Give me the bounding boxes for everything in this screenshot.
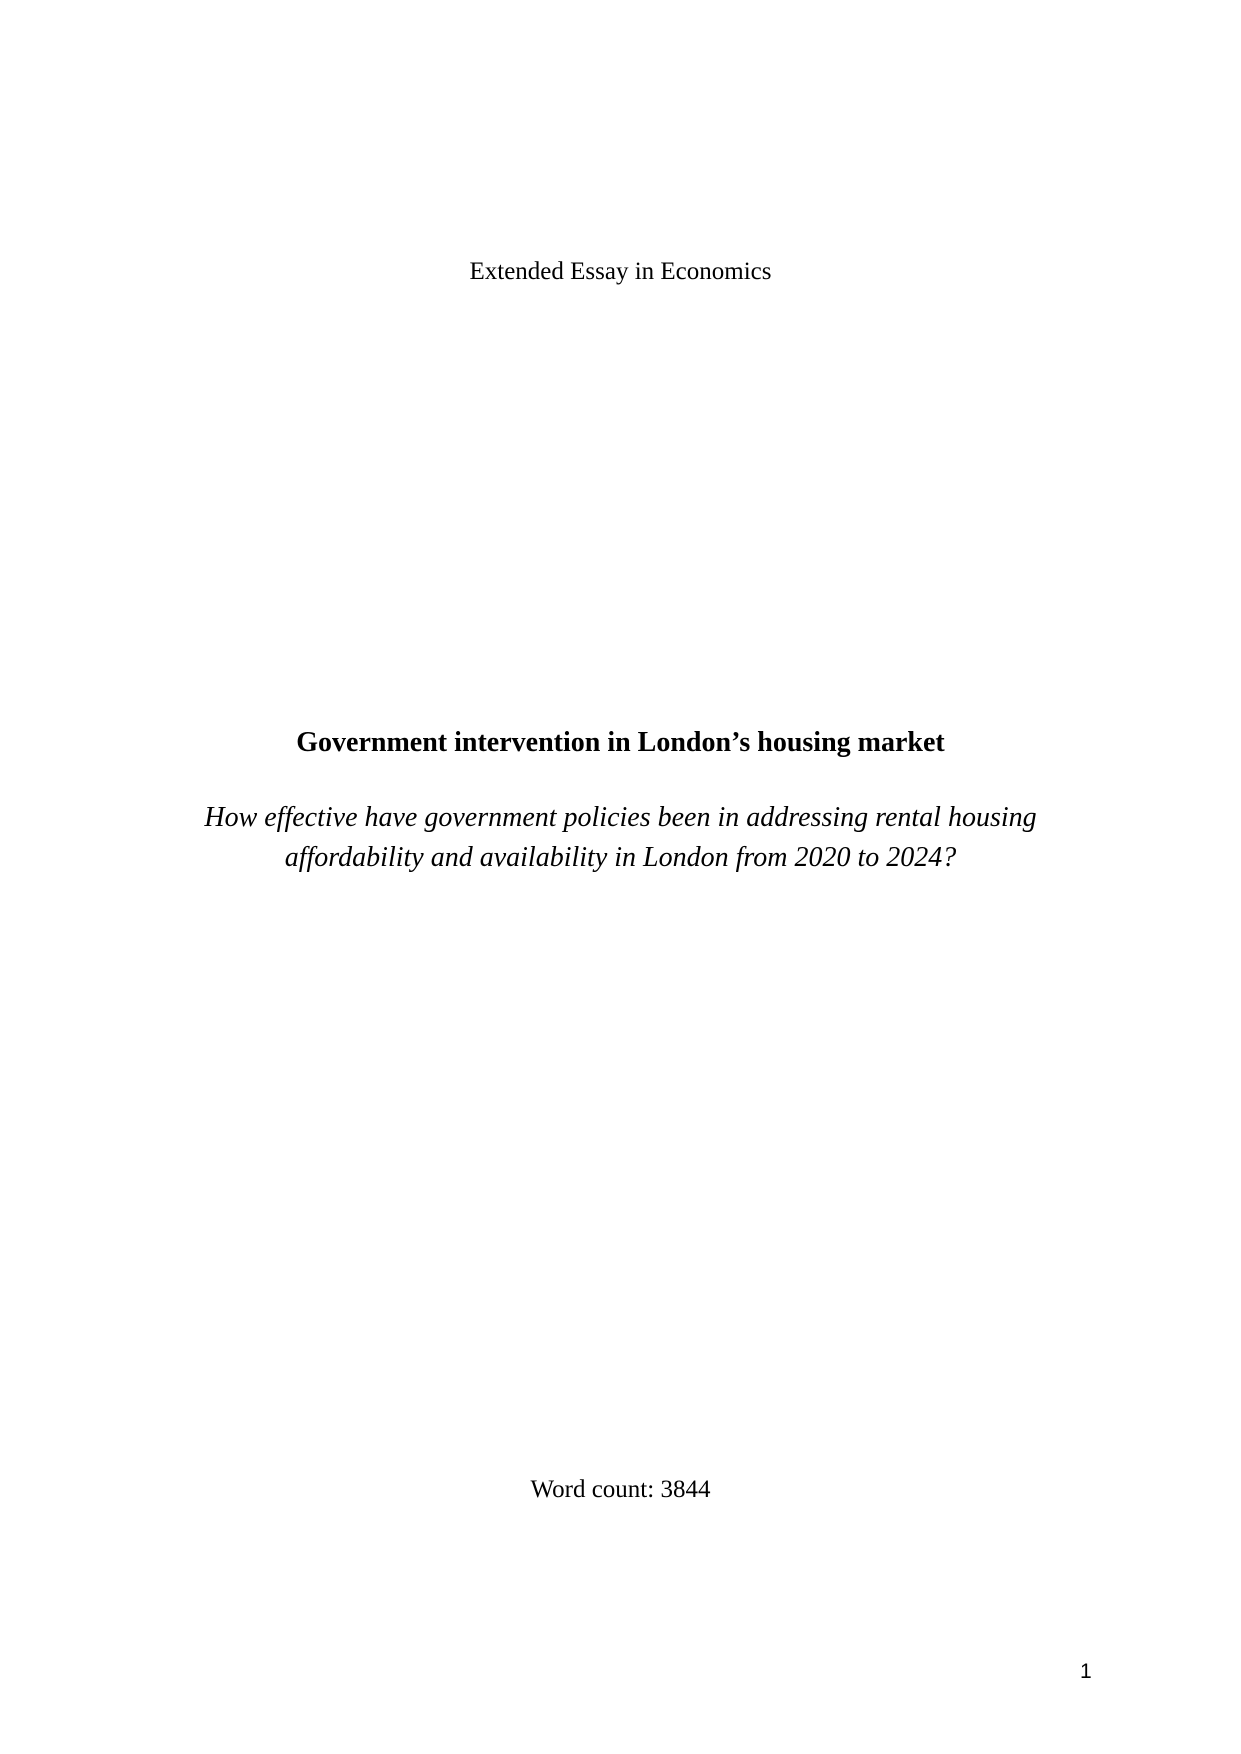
word-count: Word count: 3844 xyxy=(530,1476,711,1503)
page-number: 1 xyxy=(1080,1660,1092,1683)
research-question-line-1: How effective have government policies been in addressing rental housing xyxy=(204,802,1037,833)
research-question-line-2: affordability and availability in London from 2020 to 2024? xyxy=(284,842,957,873)
essay-subject: Extended Essay in Economics xyxy=(469,258,772,285)
research-question xyxy=(0,798,1241,878)
essay-title: Government intervention in London’s housing market xyxy=(296,727,945,758)
